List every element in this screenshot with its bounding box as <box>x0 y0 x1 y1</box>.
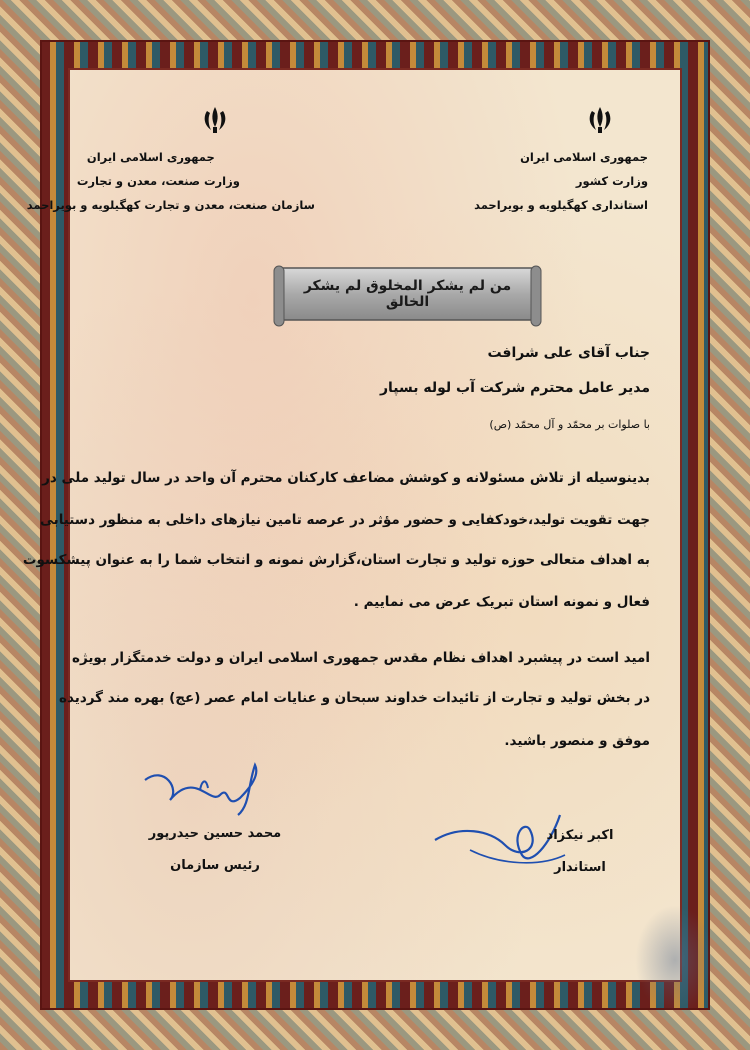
header-right-line3: استانداری کهگیلویه و بویراحمد <box>474 198 648 212</box>
recipient-title: مدیر عامل محترم شرکت آب لوله بسپار <box>379 380 650 396</box>
header-left <box>27 145 315 217</box>
signatory-right-name: اکبر نیکزاد <box>546 828 614 843</box>
header-right-line2: وزارت کشور <box>575 174 648 188</box>
header-right-line1: جمهوری اسلامی ایران <box>520 150 648 164</box>
iran-emblem-icon <box>197 105 233 135</box>
body-line: موفق و منصور باشید. <box>504 733 650 749</box>
scroll-banner-text: من لم یشکر المخلوق لم یشکر الخالق <box>303 278 512 310</box>
header-left-line3: سازمان صنعت، معدن و تجارت کهگیلویه و بویراحمد <box>26 198 315 212</box>
scroll-banner <box>270 262 545 330</box>
body-line: جهت تقویت تولید،خودکفایی و حضور مؤثر در عرصه تامین نیازهای داخلی به منظور دستیابی <box>39 512 650 528</box>
body-line: امید است در پیشبرد اهداف نظام مقدس جمهوری اسلامی ایران و دولت خدمتگزار بویژه <box>71 650 650 666</box>
paper-stain <box>635 905 715 1015</box>
body-line: فعال و نمونه استان تبریک عرض می نماییم . <box>353 594 650 610</box>
body-line: در بخش تولید و تجارت از تائیدات خداوند سبحان و عنایات امام عصر (عج) بهره مند گردیده <box>58 690 650 706</box>
signatory-left-name: محمد حسین حیدرپور <box>148 826 282 841</box>
header-right <box>474 145 648 217</box>
signatory-right-role: استاندار <box>554 860 606 875</box>
iran-emblem-icon <box>582 105 618 135</box>
body-line: بدینوسیله از تلاش مسئولانه و کوشش مضاعف کارکنان محترم آن واحد در سال تولید ملی در <box>42 470 650 486</box>
header-left-line1: جمهوری اسلامی ایران <box>86 150 215 164</box>
signatory-left-role: رئیس سازمان <box>170 858 260 873</box>
body-line: به اهداف متعالی حوزه تولید و تجارت استان،گزارش نمونه و انتخاب شما را به عنوان پیشکسوت <box>22 552 650 568</box>
recipient-name: جناب آقای علی شرافت <box>487 345 650 361</box>
header-left-line2: وزارت صنعت، معدن و تجارت <box>76 174 240 188</box>
signature-left <box>140 760 270 820</box>
salutation: با صلوات بر محمّد و آل محمّد (ص) <box>489 418 650 431</box>
